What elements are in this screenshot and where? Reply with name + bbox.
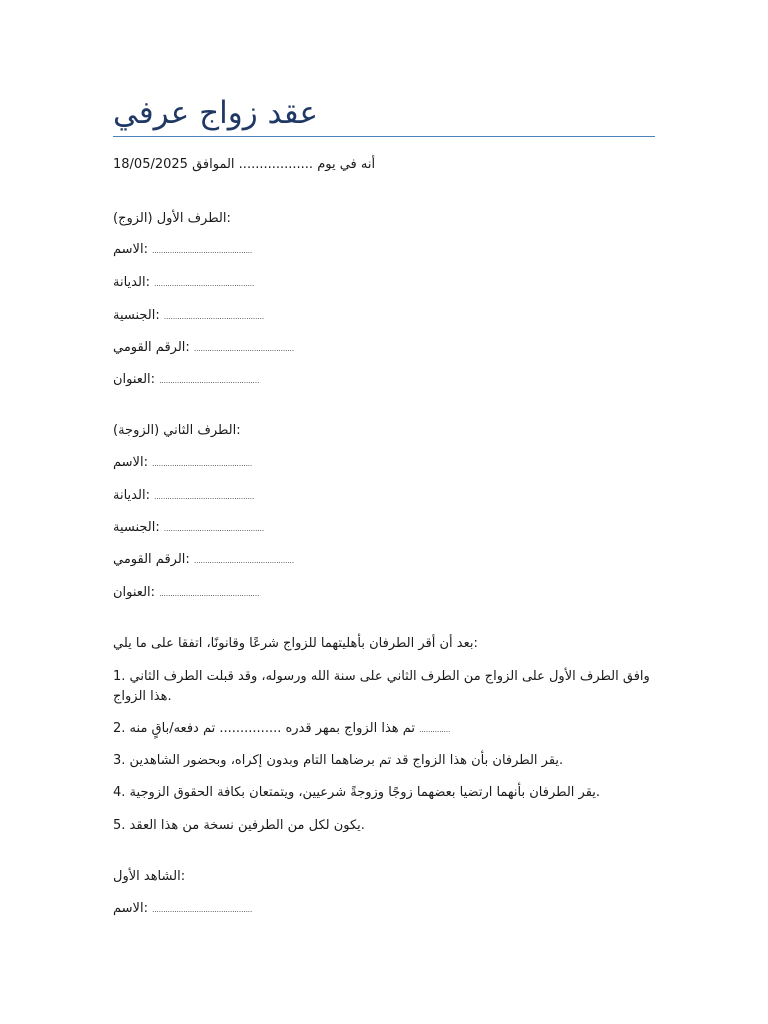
clause-text: تم هذا الزواج بمهر قدره ............... تم دفعه/باقٍ منه bbox=[129, 721, 416, 736]
document-title: عقد زواج عرفي bbox=[113, 95, 318, 131]
clause-5 bbox=[113, 817, 365, 835]
clause-number: 3. bbox=[113, 753, 126, 768]
party2-heading: الطرف الثاني (الزوجة): bbox=[113, 423, 241, 438]
clause-text: وافق الطرف الأول على الزواج من الطرف الثاني على سنة الله ورسوله، وقد قبلت الطرف الثاني هذا الزواج. bbox=[113, 669, 650, 704]
agreement-intro: بعد أن أقر الطرفان بأهليتهما للزواج شرعًا وقانونًا، اتفقا على ما يلي: bbox=[113, 636, 478, 651]
clause-2 bbox=[113, 720, 450, 739]
party2-nationality-field bbox=[113, 519, 264, 538]
clause-text: يكون لكل من الطرفين نسخة من هذا العقد. bbox=[129, 818, 365, 833]
field-blank: ............................................. bbox=[154, 493, 255, 501]
party2-religion-field bbox=[113, 487, 254, 506]
clause-1 bbox=[113, 667, 658, 707]
party1-address-field bbox=[113, 371, 259, 390]
field-label: الاسم: bbox=[113, 901, 148, 916]
title-underline bbox=[113, 136, 655, 137]
field-label: الجنسية: bbox=[113, 520, 160, 535]
field-blank: ............................................. bbox=[154, 280, 255, 288]
party1-religion-field bbox=[113, 274, 254, 293]
field-blank: ............................................. bbox=[152, 247, 253, 255]
party1-nationality-field bbox=[113, 307, 264, 326]
clause-number: 2. bbox=[113, 721, 126, 736]
field-label: الديانة: bbox=[113, 488, 150, 503]
clause-number: 5. bbox=[113, 818, 126, 833]
clause-number: 1. bbox=[113, 669, 126, 684]
field-blank: ............................................. bbox=[159, 377, 260, 385]
field-label: الجنسية: bbox=[113, 308, 160, 323]
field-label: الديانة: bbox=[113, 275, 150, 290]
clause-text: يقر الطرفان بأنهما ارتضيا بعضهما زوجًا وزوجةً شرعيين، ويتمتعان بكافة الحقوق الزوجية. bbox=[129, 785, 601, 800]
witness1-name-field bbox=[113, 900, 252, 919]
party2-name-field bbox=[113, 454, 252, 473]
field-blank: ............................................. bbox=[163, 313, 265, 321]
witness1-heading: الشاهد الأول: bbox=[113, 869, 186, 884]
clause-3 bbox=[113, 752, 563, 770]
field-blank: ............................................. bbox=[159, 590, 260, 598]
field-label: العنوان: bbox=[113, 585, 156, 600]
field-blank: ............................................. bbox=[193, 557, 295, 565]
clause-blank: .............. bbox=[419, 726, 451, 734]
field-blank: ............................................. bbox=[163, 525, 265, 533]
date-line: أنه في يوم .................. الموافق 18/05/2025 bbox=[113, 157, 376, 172]
field-blank: ............................................. bbox=[152, 906, 253, 914]
party1-name-field bbox=[113, 241, 252, 260]
party2-address-field bbox=[113, 584, 259, 603]
party1-heading: الطرف الأول (الزوج): bbox=[113, 211, 231, 226]
field-blank: ............................................. bbox=[152, 460, 253, 468]
field-blank: ............................................. bbox=[193, 345, 295, 353]
field-label: الرقم القومي: bbox=[113, 552, 190, 567]
field-label: العنوان: bbox=[113, 372, 156, 387]
clause-text: يقر الطرفان بأن هذا الزواج قد تم برضاهما التام وبدون إكراه، وبحضور الشاهدين. bbox=[129, 753, 564, 768]
clause-4 bbox=[113, 784, 600, 802]
field-label: الرقم القومي: bbox=[113, 340, 190, 355]
clause-number: 4. bbox=[113, 785, 126, 800]
field-label: الاسم: bbox=[113, 242, 148, 257]
party2-national-id-field bbox=[113, 551, 294, 570]
field-label: الاسم: bbox=[113, 455, 148, 470]
party1-national-id-field bbox=[113, 339, 294, 358]
